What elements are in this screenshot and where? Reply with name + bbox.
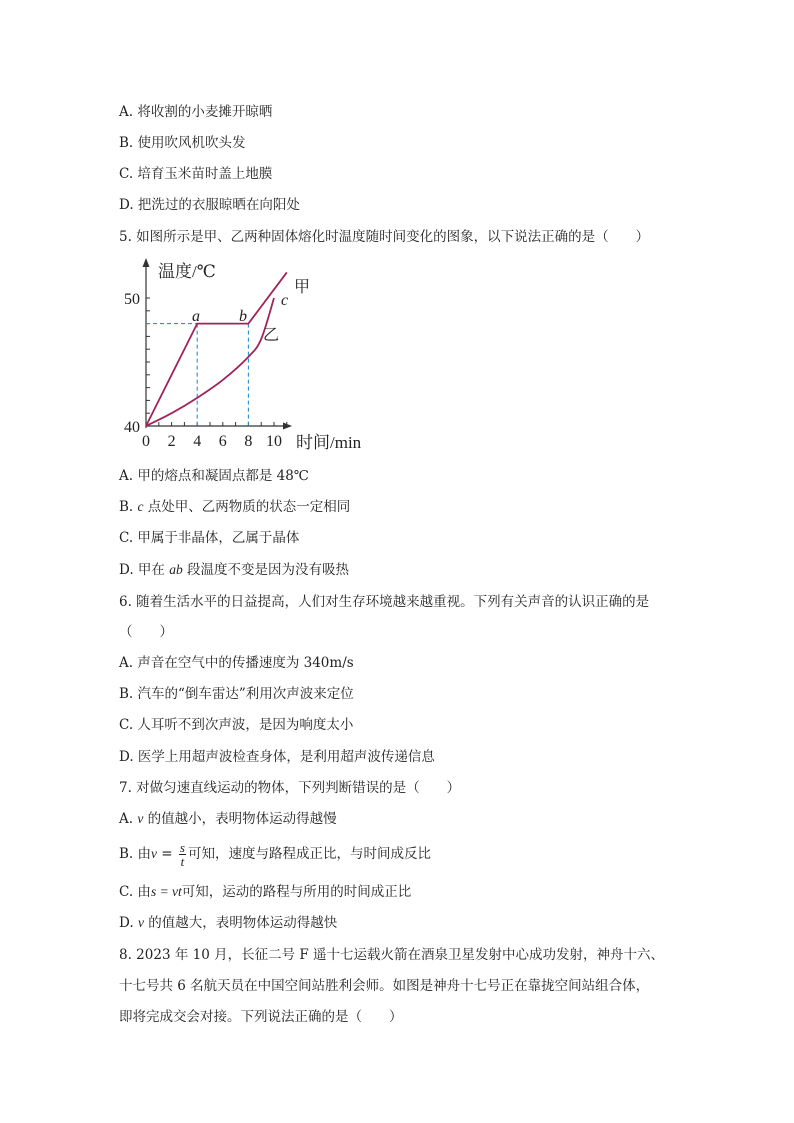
series-yi-line xyxy=(146,298,274,426)
axis-ticks xyxy=(146,298,287,426)
series-label-yi: 乙 xyxy=(263,327,280,344)
q7-option-d: D. v 的值越大，表明物体运动得越快 xyxy=(119,915,338,931)
series-jia-line xyxy=(146,272,287,426)
q4-option-d: D. 把洗过的衣服晾晒在向阳处 xyxy=(119,197,300,213)
y-axis-arrow xyxy=(143,258,150,267)
x-axis-arrow xyxy=(283,423,292,430)
x-tick-label: 2 xyxy=(167,433,176,450)
q7-option-a: A. v 的值越小，表明物体运动得越慢 xyxy=(119,811,337,827)
x-tick-label: 6 xyxy=(218,433,227,450)
q6-option-d: D. 医学上用超声波检查身体，是利用超声波传递信息 xyxy=(119,749,435,765)
q4-option-b: B. 使用吹风机吹头发 xyxy=(119,135,246,151)
y-tick-label: 50 xyxy=(124,291,140,308)
q6-stem: 6. 随着生活水平的日益提高，人们对生存环境越来越重视。下列有关声音的认识正确的是 xyxy=(119,594,650,610)
q4-option-c: C. 培育玉米苗时盖上地膜 xyxy=(119,166,273,182)
q7-option-c: C. 由s = vt可知，运动的路程与所用的时间成正比 xyxy=(119,884,412,900)
guide-dashes xyxy=(146,324,248,426)
q7-option-b: B. 由v = $\frac{s}{t}$ 可知，速度与路程成正比，与时间成反比 xyxy=(119,840,431,869)
x-tick-label: 0 xyxy=(142,433,150,450)
x-tick-label: 10 xyxy=(266,433,282,450)
q4-option-a: A. 将收割的小麦摊开晾晒 xyxy=(119,104,273,120)
q6-stem-bracket: （ ） xyxy=(119,624,173,640)
point-label-a: a xyxy=(192,308,200,325)
y-axis-label: 温度/℃ xyxy=(158,262,216,281)
q6-option-c: C. 人耳听不到次声波，是因为响度太小 xyxy=(119,717,354,733)
x-tick-label: 4 xyxy=(193,433,202,450)
q5-option-a: A. 甲的熔点和凝固点都是 48℃ xyxy=(119,468,309,484)
point-label-b: b xyxy=(239,308,247,325)
melting-chart xyxy=(110,255,380,455)
q8-stem-line1: 8. 2023 年 10 月，长征二号 F 遥十七运载火箭在酒泉卫星发射中心成功发射，神舟十六、 xyxy=(119,947,665,963)
fraction-s-over-t: $\frac{s}{t}$ xyxy=(179,840,185,869)
series-label-jia: 甲 xyxy=(294,279,311,296)
q6-option-b: B. 汽车的“倒车雷达”利用次声波来定位 xyxy=(119,686,354,702)
q8-stem-line2: 十七号共 6 名航天员在中国空间站胜利会师。如图是神舟十七号正在靠拢空间站组合体， xyxy=(119,978,650,994)
x-tick-label: 8 xyxy=(244,433,253,450)
q5-option-d: D. 甲在 ab 段温度不变是因为没有吸热 xyxy=(119,562,350,578)
x-axis-label: 时间/min xyxy=(296,433,362,452)
point-label-c: c xyxy=(281,292,289,309)
data-curves xyxy=(146,272,287,426)
q5-stem: 5. 如图所示是甲、乙两种固体熔化时温度随时间变化的图象，以下说法正确的是（ ） xyxy=(119,229,650,245)
q8-stem-line3: 即将完成交会对接。下列说法正确的是（ ） xyxy=(119,1009,403,1025)
q5-option-c: C. 甲属于非晶体，乙属于晶体 xyxy=(119,530,300,546)
q7-stem: 7. 对做匀速直线运动的物体，下列判断错误的是（ ） xyxy=(119,780,461,796)
q5-option-b: B. c 点处甲、乙两物质的状态一定相同 xyxy=(119,499,351,515)
y-tick-label: 40 xyxy=(124,419,140,436)
q6-option-a: A. 声音在空气中的传播速度为 340m/s xyxy=(119,655,354,671)
